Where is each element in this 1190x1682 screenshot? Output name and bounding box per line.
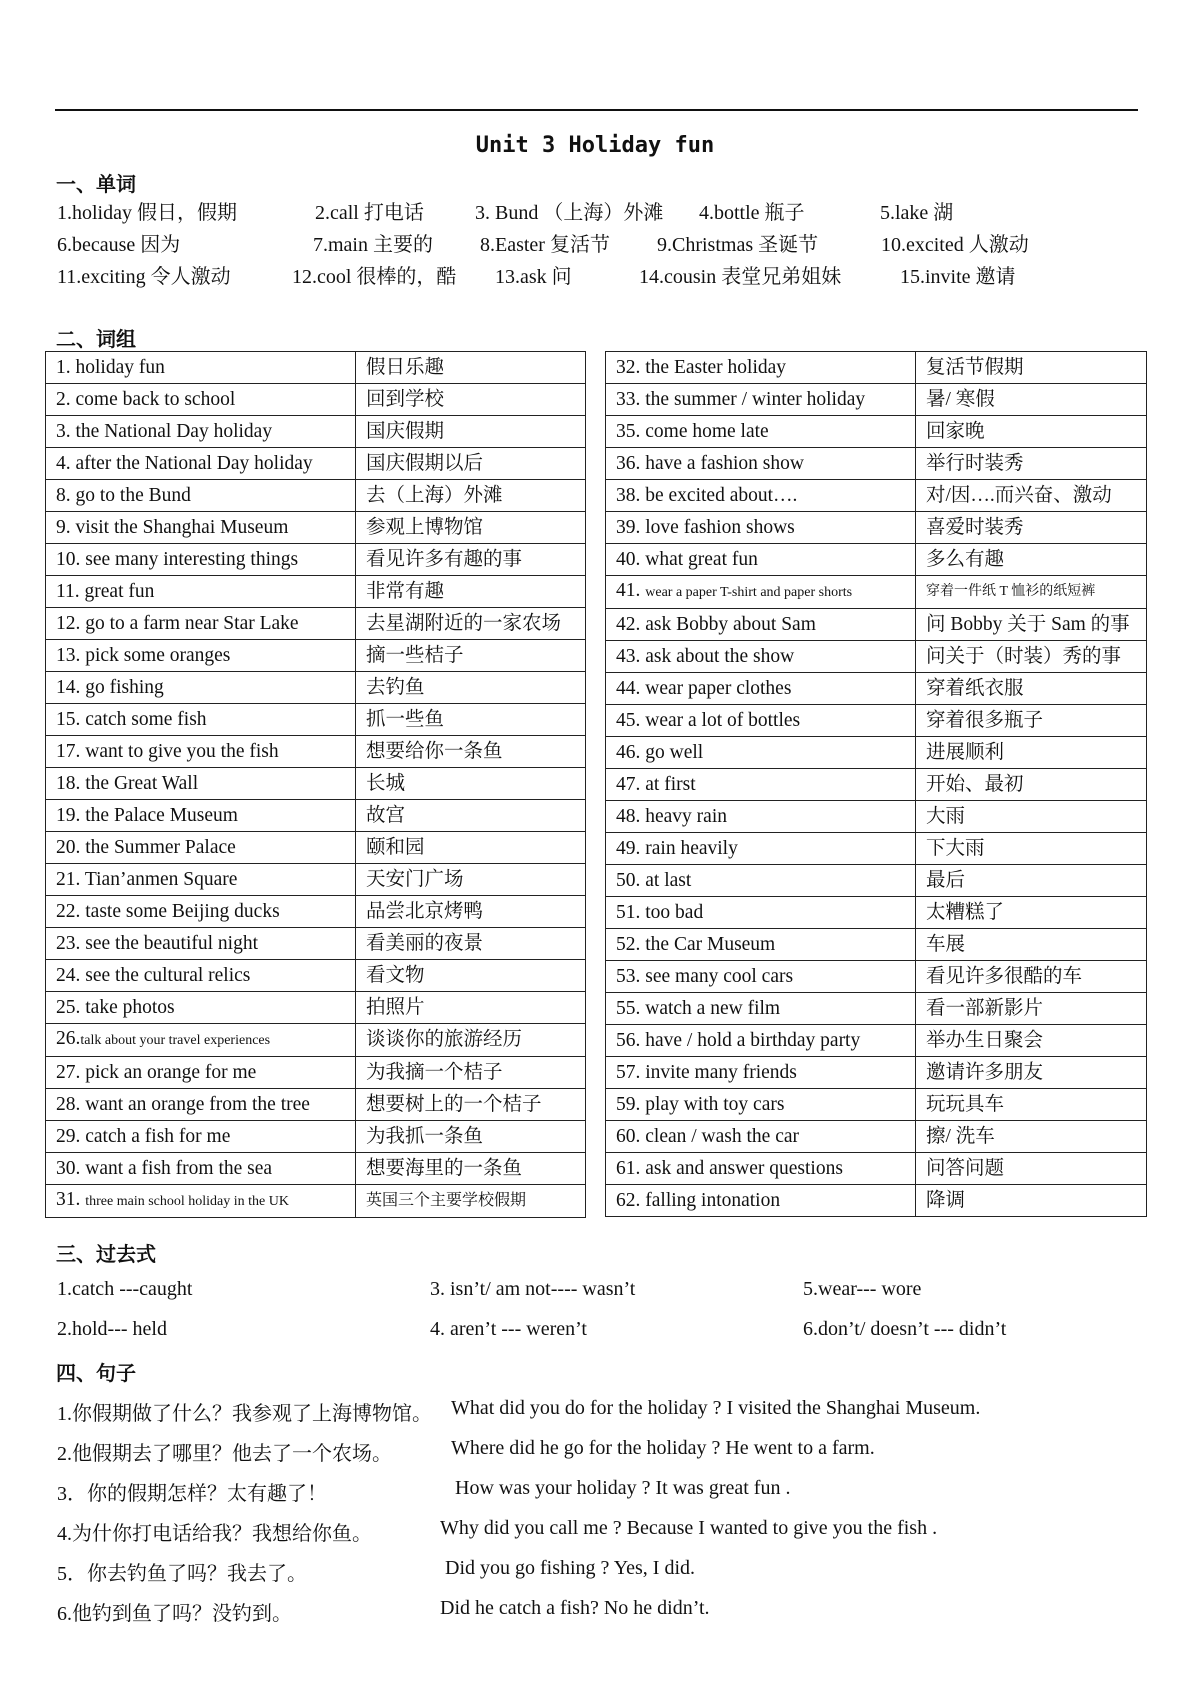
phrase-english: 31. three main school holiday in the UK — [46, 1185, 356, 1218]
phrase-row — [606, 1025, 1147, 1057]
phrase-chinese: 参观上博物馆 — [356, 512, 586, 544]
phrase-english: 3. the National Day holiday — [46, 416, 356, 448]
phrase-row — [606, 705, 1147, 737]
phrase-chinese: 暑/ 寒假 — [916, 384, 1147, 416]
phrase-chinese: 天安门广场 — [356, 864, 586, 896]
phrase-chinese: 摘一些桔子 — [356, 640, 586, 672]
phrase-row — [606, 609, 1147, 641]
phrase-row — [606, 897, 1147, 929]
phrase-chinese: 国庆假期 — [356, 416, 586, 448]
phrase-row — [46, 896, 586, 928]
phrase-english: 27. pick an orange for me — [46, 1057, 356, 1089]
phrase-row — [46, 640, 586, 672]
phrase-chinese: 复活节假期 — [916, 352, 1147, 384]
sentence-chinese: 1.你假期做了什么？我参观了上海博物馆。 — [57, 1403, 432, 1425]
vocabulary-row — [57, 196, 1147, 228]
phrase-english: 44. wear paper clothes — [606, 673, 916, 705]
phrase-english: 55. watch a new film — [606, 993, 916, 1025]
phrase-chinese: 降调 — [916, 1185, 1147, 1217]
phrase-english: 11. great fun — [46, 576, 356, 608]
phrase-chinese: 回家晚 — [916, 416, 1147, 448]
phrase-english: 39. love fashion shows — [606, 512, 916, 544]
phrase-english: 1. holiday fun — [46, 352, 356, 384]
phrase-english: 40. what great fun — [606, 544, 916, 576]
phrase-english: 46. go well — [606, 737, 916, 769]
phrase-row — [46, 544, 586, 576]
phrase-english: 61. ask and answer questions — [606, 1153, 916, 1185]
phrase-row — [46, 1121, 586, 1153]
phrase-english: 57. invite many friends — [606, 1057, 916, 1089]
phrase-row — [46, 1153, 586, 1185]
phrase-chinese: 看见许多很酷的车 — [916, 961, 1147, 993]
sentence-english: Where did he go for the holiday ? He went to a farm. — [451, 1437, 875, 1459]
sentence-english: Did you go fishing ? Yes, I did. — [445, 1557, 696, 1579]
vocabulary-item: 8.Easter 复活节 — [480, 234, 610, 256]
phrase-row — [606, 769, 1147, 801]
sentence-english: Did he catch a fish? No he didn’t. — [440, 1597, 710, 1619]
sentence-english: Why did you call me ? Because I wanted to give you the fish . — [440, 1517, 938, 1539]
phrase-chinese: 问 Bobby 关于 Sam 的事 — [916, 609, 1147, 641]
phrase-chinese: 去（上海）外滩 — [356, 480, 586, 512]
phrase-chinese: 看美丽的夜景 — [356, 928, 586, 960]
phrase-chinese: 问关于（时装）秀的事 — [916, 641, 1147, 673]
phrase-row — [46, 352, 586, 384]
sentence-chinese: 3．你的假期怎样？太有趣了！ — [57, 1483, 327, 1505]
phrase-chinese: 大雨 — [916, 801, 1147, 833]
phrase-row — [606, 352, 1147, 384]
phrase-row — [46, 448, 586, 480]
sentence-chinese: 5．你去钓鱼了吗？我去了。 — [57, 1563, 307, 1585]
phrase-english: 41. wear a paper T-shirt and paper shorts — [606, 576, 916, 609]
phrase-chinese: 去钓鱼 — [356, 672, 586, 704]
phrase-row — [606, 1057, 1147, 1089]
phrase-english: 36. have a fashion show — [606, 448, 916, 480]
section-heading-sentences: 四、句子 — [56, 1361, 136, 1385]
phrase-table-right — [605, 351, 1147, 1217]
phrase-row — [606, 1121, 1147, 1153]
phrase-row — [606, 865, 1147, 897]
phrase-row — [606, 1153, 1147, 1185]
phrase-english: 38. be excited about…. — [606, 480, 916, 512]
vocabulary-item: 7.main 主要的 — [313, 234, 433, 256]
phrase-row — [46, 1057, 586, 1089]
phrase-english: 10. see many interesting things — [46, 544, 356, 576]
phrase-english: 50. at last — [606, 865, 916, 897]
phrase-english: 17. want to give you the fish — [46, 736, 356, 768]
phrase-chinese: 举行时装秀 — [916, 448, 1147, 480]
phrase-chinese: 假日乐趣 — [356, 352, 586, 384]
vocabulary-item: 2.call 打电话 — [315, 202, 424, 224]
phrase-chinese: 看一部新影片 — [916, 993, 1147, 1025]
phrase-row — [606, 641, 1147, 673]
phrase-chinese: 穿着纸衣服 — [916, 673, 1147, 705]
vocabulary-item: 3. Bund （上海）外滩 — [475, 202, 664, 224]
phrase-english: 18. the Great Wall — [46, 768, 356, 800]
phrase-chinese: 下大雨 — [916, 833, 1147, 865]
phrase-english: 49. rain heavily — [606, 833, 916, 865]
phrase-english: 32. the Easter holiday — [606, 352, 916, 384]
past-tense-item: 1.catch ---caught — [57, 1278, 193, 1300]
phrase-row — [606, 576, 1147, 609]
phrase-english: 24. see the cultural relics — [46, 960, 356, 992]
phrase-row — [606, 1185, 1147, 1217]
phrase-chinese: 穿着很多瓶子 — [916, 705, 1147, 737]
phrase-chinese: 擦/ 洗车 — [916, 1121, 1147, 1153]
vocabulary-row — [57, 228, 1147, 260]
phrase-english: 30. want a fish from the sea — [46, 1153, 356, 1185]
phrase-row — [46, 416, 586, 448]
phrase-chinese: 最后 — [916, 865, 1147, 897]
phrase-row — [606, 512, 1147, 544]
section-heading-vocabulary: 一、单词 — [56, 172, 136, 196]
phrase-english: 33. the summer / winter holiday — [606, 384, 916, 416]
phrase-english: 59. play with toy cars — [606, 1089, 916, 1121]
phrase-chinese: 去星湖附近的一家农场 — [356, 608, 586, 640]
phrase-table-left — [45, 351, 586, 1218]
phrase-chinese: 品尝北京烤鸭 — [356, 896, 586, 928]
phrase-row — [46, 672, 586, 704]
phrase-chinese: 想要树上的一个桔子 — [356, 1089, 586, 1121]
phrase-chinese: 进展顺利 — [916, 737, 1147, 769]
phrase-row — [606, 480, 1147, 512]
phrase-english: 4. after the National Day holiday — [46, 448, 356, 480]
phrase-row — [606, 1089, 1147, 1121]
phrase-row — [46, 576, 586, 608]
phrase-chinese: 颐和园 — [356, 832, 586, 864]
phrase-english: 48. heavy rain — [606, 801, 916, 833]
phrase-row — [46, 512, 586, 544]
document-title: Unit 3 Holiday fun — [475, 133, 715, 158]
past-tense-item: 3. isn’t/ am not---- wasn’t — [430, 1278, 636, 1300]
phrase-chinese: 举办生日聚会 — [916, 1025, 1147, 1057]
phrase-english: 2. come back to school — [46, 384, 356, 416]
header-rule — [55, 109, 1138, 111]
phrase-english: 60. clean / wash the car — [606, 1121, 916, 1153]
phrase-row — [606, 801, 1147, 833]
phrase-chinese: 对/因….而兴奋、激动 — [916, 480, 1147, 512]
phrase-chinese: 谈谈你的旅游经历 — [356, 1024, 586, 1057]
phrase-chinese: 为我抓一条鱼 — [356, 1121, 586, 1153]
phrase-row — [46, 736, 586, 768]
phrase-english: 8. go to the Bund — [46, 480, 356, 512]
phrase-row — [606, 544, 1147, 576]
phrase-chinese: 喜爱时装秀 — [916, 512, 1147, 544]
phrase-english: 23. see the beautiful night — [46, 928, 356, 960]
phrase-row — [606, 833, 1147, 865]
vocabulary-item: 9.Christmas 圣诞节 — [657, 234, 819, 256]
phrase-chinese: 抓一些鱼 — [356, 704, 586, 736]
phrase-row — [46, 480, 586, 512]
phrase-chinese: 故宫 — [356, 800, 586, 832]
phrase-english: 19. the Palace Museum — [46, 800, 356, 832]
past-tense-item: 2.hold--- held — [57, 1318, 167, 1340]
phrase-chinese: 玩玩具车 — [916, 1089, 1147, 1121]
phrase-chinese: 看见许多有趣的事 — [356, 544, 586, 576]
phrase-chinese: 长城 — [356, 768, 586, 800]
phrase-english: 22. taste some Beijing ducks — [46, 896, 356, 928]
phrase-english: 9. visit the Shanghai Museum — [46, 512, 356, 544]
phrase-chinese: 开始、最初 — [916, 769, 1147, 801]
phrase-chinese: 多么有趣 — [916, 544, 1147, 576]
phrase-row — [606, 416, 1147, 448]
phrase-english: 53. see many cool cars — [606, 961, 916, 993]
phrase-row — [46, 960, 586, 992]
sentence-english: What did you do for the holiday ? I visited the Shanghai Museum. — [451, 1397, 981, 1419]
phrase-english: 45. wear a lot of bottles — [606, 705, 916, 737]
phrase-english: 14. go fishing — [46, 672, 356, 704]
phrase-english: 29. catch a fish for me — [46, 1121, 356, 1153]
vocabulary-item: 13.ask 问 — [495, 266, 572, 288]
past-tense-item: 4. aren’t --- weren’t — [430, 1318, 587, 1340]
phrase-english: 12. go to a farm near Star Lake — [46, 608, 356, 640]
vocabulary-item: 5.lake 湖 — [880, 202, 954, 224]
past-tense-item: 5.wear--- wore — [803, 1278, 922, 1300]
phrase-chinese: 想要海里的一条鱼 — [356, 1153, 586, 1185]
phrase-english: 56. have / hold a birthday party — [606, 1025, 916, 1057]
phrase-chinese: 回到学校 — [356, 384, 586, 416]
phrase-chinese: 问答问题 — [916, 1153, 1147, 1185]
phrase-chinese: 车展 — [916, 929, 1147, 961]
phrase-chinese: 为我摘一个桔子 — [356, 1057, 586, 1089]
phrase-english: 13. pick some oranges — [46, 640, 356, 672]
phrase-english: 42. ask Bobby about Sam — [606, 609, 916, 641]
phrase-english: 51. too bad — [606, 897, 916, 929]
section-heading-past-tense: 三、过去式 — [56, 1242, 156, 1266]
phrase-row — [46, 704, 586, 736]
vocabulary-list — [57, 196, 1147, 292]
sentence-chinese: 2.他假期去了哪里？他去了一个农场。 — [57, 1443, 392, 1465]
vocabulary-item: 11.exciting 令人激动 — [57, 266, 231, 288]
phrase-row — [46, 992, 586, 1024]
phrase-english: 52. the Car Museum — [606, 929, 916, 961]
phrase-english: 43. ask about the show — [606, 641, 916, 673]
phrase-english: 25. take photos — [46, 992, 356, 1024]
phrase-chinese: 看文物 — [356, 960, 586, 992]
phrase-chinese: 邀请许多朋友 — [916, 1057, 1147, 1089]
phrase-row — [606, 384, 1147, 416]
sentence-chinese: 4.为什你打电话给我？我想给你鱼。 — [57, 1523, 372, 1545]
phrase-row — [46, 864, 586, 896]
phrase-row — [606, 737, 1147, 769]
phrase-row — [46, 800, 586, 832]
phrase-english: 21. Tian’anmen Square — [46, 864, 356, 896]
sentence-english: How was your holiday ? It was great fun . — [455, 1477, 791, 1499]
phrase-english: 35. come home late — [606, 416, 916, 448]
vocabulary-item: 10.excited 人激动 — [881, 234, 1029, 256]
vocabulary-item: 1.holiday 假日，假期 — [57, 202, 237, 224]
phrase-row — [606, 929, 1147, 961]
phrase-english: 62. falling intonation — [606, 1185, 916, 1217]
phrase-chinese: 穿着一件纸 T 恤衫的纸短裤 — [916, 576, 1147, 609]
phrase-row — [46, 1089, 586, 1121]
phrase-english: 47. at first — [606, 769, 916, 801]
vocabulary-item: 12.cool 很棒的，酷 — [292, 266, 457, 288]
phrase-english: 15. catch some fish — [46, 704, 356, 736]
phrase-row — [606, 961, 1147, 993]
vocabulary-item: 14.cousin 表堂兄弟姐妹 — [639, 266, 842, 288]
phrase-chinese: 太糟糕了 — [916, 897, 1147, 929]
phrase-row — [46, 1185, 586, 1218]
phrase-chinese: 英国三个主要学校假期 — [356, 1185, 586, 1218]
sentence-chinese: 6.他钓到鱼了吗？没钓到。 — [57, 1603, 292, 1625]
phrase-chinese: 非常有趣 — [356, 576, 586, 608]
vocabulary-row — [57, 260, 1147, 292]
phrase-row — [46, 1024, 586, 1057]
phrase-row — [46, 832, 586, 864]
phrase-row — [606, 448, 1147, 480]
phrase-chinese: 国庆假期以后 — [356, 448, 586, 480]
phrase-row — [46, 768, 586, 800]
section-heading-phrases: 二、词组 — [56, 327, 136, 351]
vocabulary-item: 15.invite 邀请 — [900, 266, 1016, 288]
vocabulary-item: 6.because 因为 — [57, 234, 181, 256]
phrase-row — [606, 993, 1147, 1025]
past-tense-item: 6.don’t/ doesn’t --- didn’t — [803, 1318, 1007, 1340]
phrase-row — [606, 673, 1147, 705]
phrase-chinese: 想要给你一条鱼 — [356, 736, 586, 768]
phrase-row — [46, 608, 586, 640]
vocabulary-item: 4.bottle 瓶子 — [699, 202, 805, 224]
phrase-row — [46, 928, 586, 960]
phrase-english: 26.talk about your travel experiences — [46, 1024, 356, 1057]
phrase-row — [46, 384, 586, 416]
phrase-english: 20. the Summer Palace — [46, 832, 356, 864]
phrase-chinese: 拍照片 — [356, 992, 586, 1024]
phrase-english: 28. want an orange from the tree — [46, 1089, 356, 1121]
